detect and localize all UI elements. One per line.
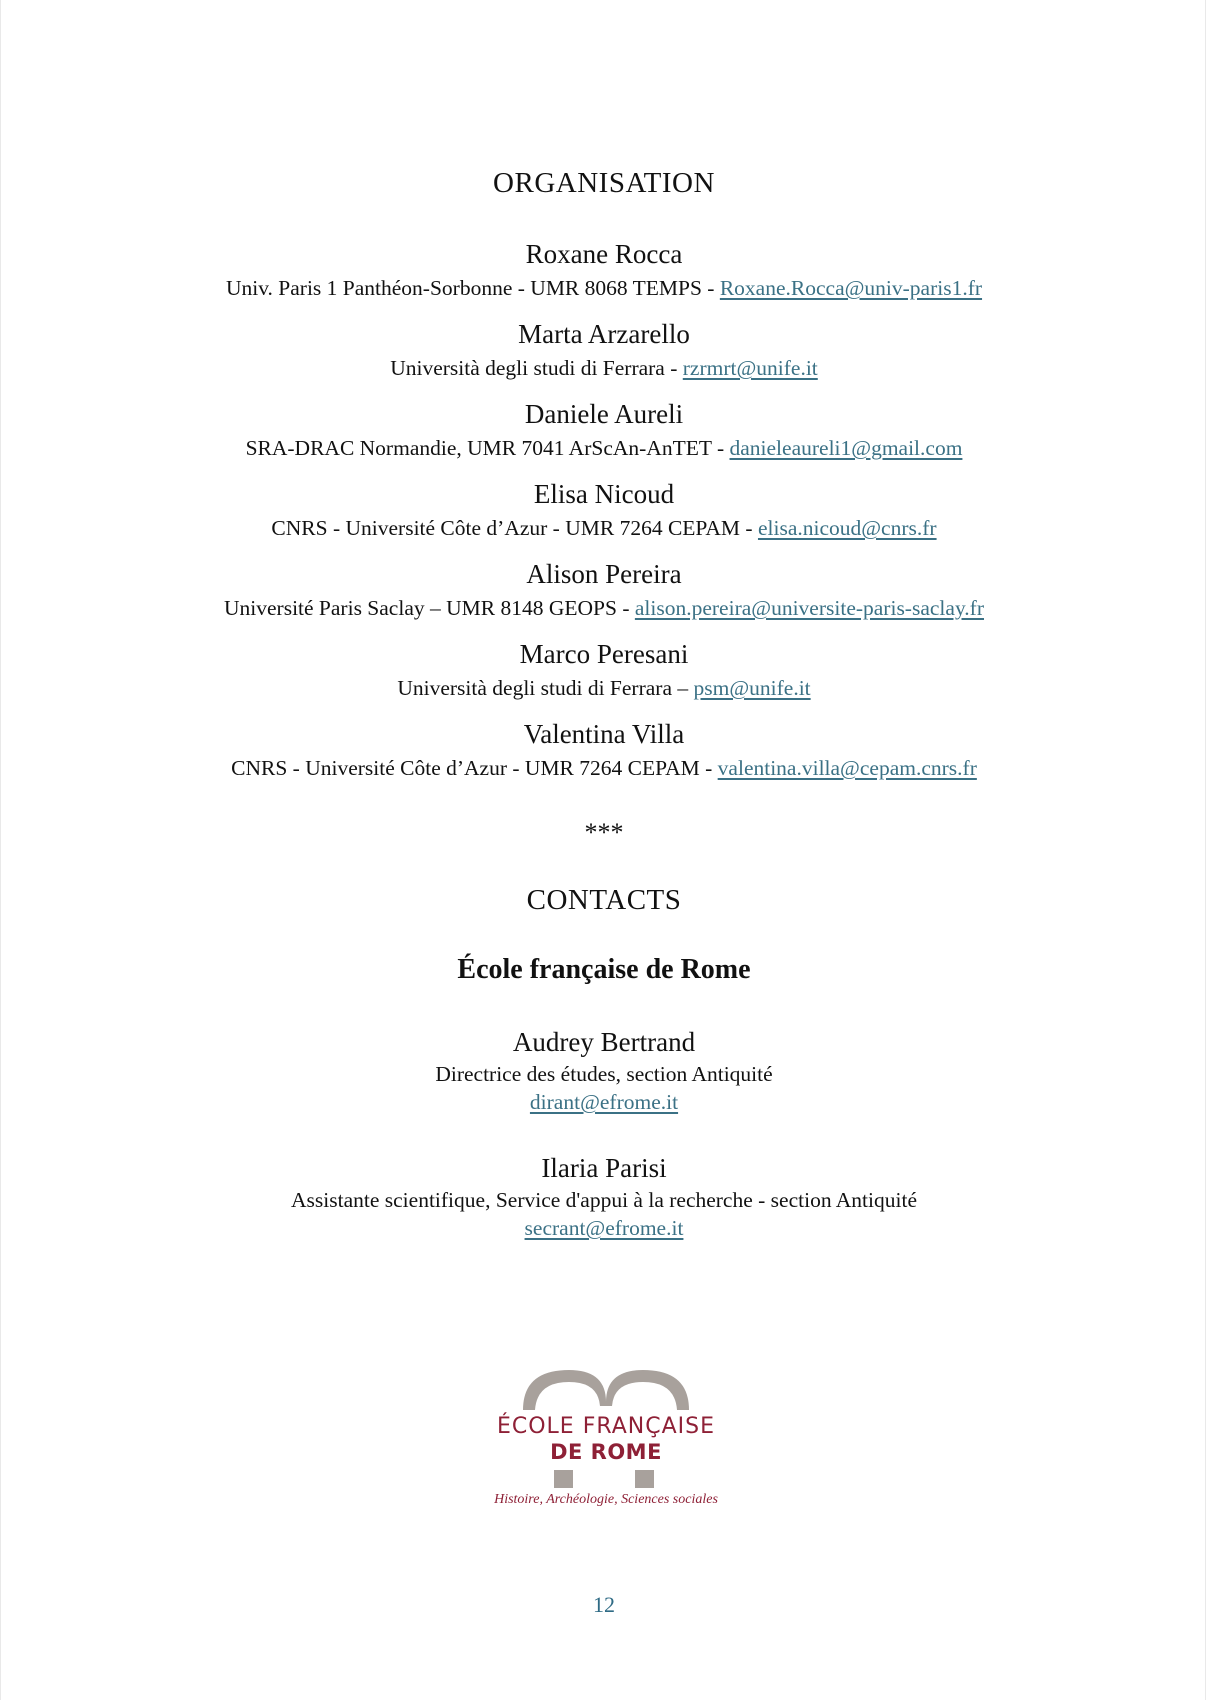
- organiser-name: Elisa Nicoud: [533, 479, 675, 509]
- organiser-name: Valentina Villa: [523, 719, 685, 749]
- organiser-affiliation: CNRS - Université Côte d’Azur - UMR 7264 CEPAM -: [271, 516, 758, 540]
- organiser-affiliation-line: [1, 754, 1206, 782]
- ecole-francaise-logo: [481, 1362, 731, 1522]
- contact-role: Assistante scientifique, Service d'appui à la recherche - section Antiquité: [291, 1188, 917, 1212]
- contacts-heading: CONTACTS: [526, 884, 682, 916]
- contact-name: Audrey Bertrand: [512, 1027, 696, 1057]
- section-separator: ***: [584, 818, 624, 847]
- organiser-affiliation-line: [1, 594, 1206, 622]
- organiser-name: Marta Arzarello: [518, 319, 690, 349]
- organiser-email-link[interactable]: rzrmrt@unife.it: [682, 356, 818, 380]
- institution-name: École française de Rome: [457, 954, 751, 985]
- page-number: 12: [593, 1592, 615, 1617]
- organiser-affiliation: Université Paris Saclay – UMR 8148 GEOPS -: [224, 596, 635, 620]
- organiser-affiliation-line: [1, 434, 1206, 462]
- organiser-name: Daniele Aureli: [524, 399, 684, 429]
- contact-email-link[interactable]: dirant@efrome.it: [529, 1090, 679, 1114]
- logo-tagline: Histoire, Archéologie, Sciences sociales: [494, 1492, 718, 1507]
- contact-name: Ilaria Parisi: [541, 1153, 667, 1183]
- organiser-email-link[interactable]: psm@unife.it: [693, 676, 811, 700]
- organiser-affiliation: Università degli studi di Ferrara –: [397, 676, 694, 700]
- organiser-email-link[interactable]: Roxane.Rocca@univ-paris1.fr: [719, 276, 983, 300]
- organiser-email-link[interactable]: alison.pereira@universite-paris-saclay.fr: [634, 596, 984, 620]
- organiser-affiliation: CNRS - Université Côte d’Azur - UMR 7264 CEPAM -: [231, 756, 718, 780]
- organiser-affiliation-line: [1, 354, 1206, 382]
- logo-text-line1: ÉCOLE FRANÇAISE: [496, 1414, 716, 1439]
- organiser-email-link[interactable]: danieleaureli1@gmail.com: [729, 436, 963, 460]
- contact-role: Directrice des études, section Antiquité: [435, 1062, 773, 1086]
- organiser-affiliation: Università degli studi di Ferrara -: [390, 356, 683, 380]
- organiser-affiliation: Univ. Paris 1 Panthéon-Sorbonne - UMR 8068 TEMPS -: [225, 276, 720, 300]
- organiser-email-link[interactable]: elisa.nicoud@cnrs.fr: [757, 516, 937, 540]
- organiser-affiliation: SRA-DRAC Normandie, UMR 7041 ArScAn-AnTET -: [245, 436, 730, 460]
- contact-email-line: [1, 1088, 1206, 1116]
- organiser-affiliation-line: [1, 274, 1206, 302]
- organiser-affiliation-line: [1, 674, 1206, 702]
- organiser-name: Roxane Rocca: [525, 239, 683, 269]
- contact-email-line: [1, 1214, 1206, 1242]
- organiser-name: Marco Peresani: [519, 639, 689, 669]
- organiser-email-link[interactable]: valentina.villa@cepam.cnrs.fr: [717, 756, 977, 780]
- organiser-name: Alison Pereira: [526, 559, 682, 589]
- logo-text-line2: DE ROME: [550, 1440, 662, 1464]
- organiser-affiliation-line: [1, 514, 1206, 542]
- contact-email-link[interactable]: secrant@efrome.it: [524, 1216, 684, 1240]
- organisation-heading: ORGANISATION: [493, 167, 715, 199]
